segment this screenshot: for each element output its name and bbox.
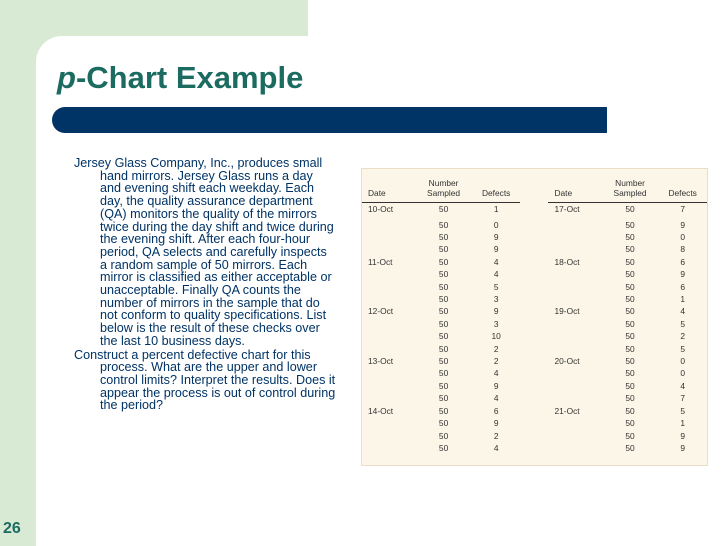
cell-gap xyxy=(520,380,548,392)
cell-defects-left: 1 xyxy=(493,204,499,215)
cell-defects-left: 10 xyxy=(491,331,501,342)
cell-defects-right: 7 xyxy=(680,393,685,404)
header-sampled-right xyxy=(602,169,659,203)
cell-date-right: 21-Oct xyxy=(554,405,580,416)
header-defects-left: Defects xyxy=(472,169,521,203)
left-accent-band xyxy=(0,0,36,546)
cell-defects-right: 9 xyxy=(680,269,685,280)
cell-sampled-left: 50 xyxy=(438,318,449,329)
cell-sampled-right: 50 xyxy=(625,294,635,305)
cell-date-left: 13-Oct xyxy=(368,356,394,367)
cell-sampled-left: 50 xyxy=(438,343,449,354)
cell-gap xyxy=(520,305,548,317)
cell-sampled-right: 50 xyxy=(625,405,635,416)
cell-date-left xyxy=(362,392,415,404)
cell-defects-left: 9 xyxy=(493,380,499,391)
cell-date-left: 12-Oct xyxy=(368,306,394,317)
cell-defects-left: 0 xyxy=(493,219,499,230)
cell-gap xyxy=(520,293,548,305)
mirror-defects-table xyxy=(362,169,707,454)
cell-defects-right: 5 xyxy=(680,405,685,416)
cell-defects-right: 6 xyxy=(680,281,685,292)
cell-date-left xyxy=(362,281,415,293)
cell-date-right xyxy=(548,392,601,404)
cell-date-right xyxy=(548,281,601,293)
cell-gap xyxy=(520,417,548,429)
header-sampled-left xyxy=(415,169,472,203)
table-row xyxy=(362,256,707,268)
cell-sampled-right: 50 xyxy=(625,306,635,317)
cell-sampled-right: 50 xyxy=(625,232,635,242)
cell-defects-left: 2 xyxy=(493,343,499,354)
cell-date-left xyxy=(362,380,415,392)
cell-date-right xyxy=(548,330,601,342)
cell-date-left xyxy=(362,268,415,280)
table-row xyxy=(362,293,707,305)
table-row xyxy=(362,216,707,231)
cell-sampled-left: 50 xyxy=(438,380,449,391)
table-header-row xyxy=(362,169,707,203)
cell-sampled-right: 50 xyxy=(625,393,635,404)
cell-sampled-right: 50 xyxy=(625,219,635,230)
cell-sampled-left: 50 xyxy=(438,256,449,267)
cell-sampled-right: 50 xyxy=(625,356,635,367)
table-row xyxy=(362,305,707,317)
cell-date-left xyxy=(362,231,415,243)
cell-date-left xyxy=(362,442,415,454)
slide-number: 26 xyxy=(3,520,21,537)
cell-gap xyxy=(520,231,548,243)
cell-sampled-left: 50 xyxy=(438,281,449,292)
cell-defects-right: 1 xyxy=(680,418,685,429)
cell-date-right xyxy=(548,343,601,355)
cell-sampled-left: 50 xyxy=(438,442,449,453)
cell-date-left: 11-Oct xyxy=(368,256,393,267)
cell-date-right: 18-Oct xyxy=(554,256,580,267)
cell-gap xyxy=(520,318,548,330)
cell-date-right xyxy=(548,243,601,255)
cell-defects-left: 9 xyxy=(493,244,499,255)
cell-defects-left: 2 xyxy=(493,356,499,367)
cell-date-left: 14-Oct xyxy=(368,405,394,416)
cell-defects-right: 9 xyxy=(680,430,685,441)
cell-sampled-left: 50 xyxy=(438,219,449,230)
cell-sampled-left: 50 xyxy=(438,269,449,280)
cell-sampled-right: 50 xyxy=(625,244,635,255)
cell-date-right xyxy=(548,231,601,243)
cell-defects-right: 4 xyxy=(680,306,685,317)
cell-sampled-left: 50 xyxy=(438,232,449,242)
cell-defects-left: 5 xyxy=(493,281,499,292)
cell-defects-left: 6 xyxy=(493,405,499,416)
cell-sampled-left: 50 xyxy=(438,418,449,429)
cell-defects-left: 9 xyxy=(493,418,499,429)
table-row xyxy=(362,231,707,243)
cell-defects-right: 9 xyxy=(680,442,685,453)
bullet-question: Construct a percent defective chart for this process. What are the upper and lower control limits? Interpret the results. Does it appear the process is out of control during the period? xyxy=(74,347,336,413)
cell-defects-right: 7 xyxy=(680,204,685,215)
cell-defects-left: 4 xyxy=(493,256,499,267)
cell-defects-right: 0 xyxy=(680,368,685,379)
cell-sampled-left: 50 xyxy=(438,204,449,215)
cell-sampled-left: 50 xyxy=(438,393,449,404)
cell-date-right xyxy=(548,318,601,330)
title-underline-bar xyxy=(52,107,607,133)
cell-sampled-left: 50 xyxy=(438,294,449,305)
cell-sampled-left: 50 xyxy=(438,306,449,317)
cell-sampled-left: 50 xyxy=(438,405,449,416)
table-row xyxy=(362,442,707,454)
cell-date-left xyxy=(362,216,415,231)
bullet-list xyxy=(74,157,336,412)
cell-gap xyxy=(520,442,548,454)
cell-gap xyxy=(520,405,548,417)
cell-gap xyxy=(520,281,548,293)
cell-defects-left: 9 xyxy=(493,306,499,317)
cell-date-right xyxy=(548,417,601,429)
cell-date-right xyxy=(548,268,601,280)
table-row xyxy=(362,203,707,216)
cell-gap xyxy=(520,367,548,379)
cell-sampled-right: 50 xyxy=(625,318,635,329)
header-sampled-line1: Number xyxy=(615,178,645,188)
cell-date-right xyxy=(548,430,601,442)
cell-date-right xyxy=(548,367,601,379)
cell-gap xyxy=(520,430,548,442)
cell-date-right xyxy=(548,442,601,454)
cell-defects-right: 8 xyxy=(680,244,685,255)
cell-date-left xyxy=(362,417,415,429)
cell-gap xyxy=(520,243,548,255)
cell-defects-left: 3 xyxy=(493,294,499,305)
cell-date-left xyxy=(362,318,415,330)
cell-defects-right: 5 xyxy=(680,318,685,329)
cell-defects-right: 0 xyxy=(680,356,685,367)
cell-defects-right: 1 xyxy=(680,294,685,305)
cell-gap xyxy=(520,343,548,355)
cell-date-left xyxy=(362,430,415,442)
cell-sampled-left: 50 xyxy=(438,430,449,441)
table-row xyxy=(362,367,707,379)
cell-date-left xyxy=(362,330,415,342)
cell-sampled-right: 50 xyxy=(625,380,635,391)
cell-date-right xyxy=(548,293,601,305)
header-sampled-line2: Sampled xyxy=(613,187,647,198)
cell-defects-right: 0 xyxy=(680,232,685,242)
cell-defects-left: 3 xyxy=(493,318,499,329)
table-row xyxy=(362,392,707,404)
table-row xyxy=(362,417,707,429)
cell-defects-right: 9 xyxy=(680,219,685,230)
cell-defects-left: 9 xyxy=(493,232,499,242)
title-text: -Chart Example xyxy=(75,60,304,95)
cell-sampled-right: 50 xyxy=(625,256,635,267)
cell-date-right: 17-Oct xyxy=(554,204,580,215)
table-row xyxy=(362,330,707,342)
cell-sampled-right: 50 xyxy=(625,204,635,215)
table-row xyxy=(362,243,707,255)
cell-date-right: 19-Oct xyxy=(554,306,580,317)
cell-sampled-left: 50 xyxy=(438,244,449,255)
table-row xyxy=(362,430,707,442)
cell-defects-left: 4 xyxy=(493,442,499,453)
cell-gap xyxy=(520,256,548,268)
cell-date-left xyxy=(362,243,415,255)
cell-defects-left: 4 xyxy=(493,269,499,280)
title-italic-p: p xyxy=(57,60,76,95)
cell-defects-right: 2 xyxy=(680,331,685,342)
cell-sampled-right: 50 xyxy=(625,281,635,292)
cell-sampled-right: 50 xyxy=(625,331,635,342)
cell-gap xyxy=(520,392,548,404)
cell-defects-right: 6 xyxy=(680,256,685,267)
table-row xyxy=(362,343,707,355)
cell-gap xyxy=(520,330,548,342)
cell-defects-left: 2 xyxy=(493,430,499,441)
table-row xyxy=(362,355,707,367)
cell-sampled-right: 50 xyxy=(625,430,635,441)
cell-defects-right: 4 xyxy=(680,380,685,391)
table-row xyxy=(362,268,707,280)
cell-sampled-left: 50 xyxy=(438,331,449,342)
cell-date-left xyxy=(362,343,415,355)
cell-sampled-right: 50 xyxy=(625,269,635,280)
cell-gap xyxy=(520,216,548,231)
cell-defects-left: 4 xyxy=(493,368,499,379)
cell-sampled-right: 50 xyxy=(625,442,635,453)
cell-date-left: 10-Oct xyxy=(368,204,394,215)
cell-gap xyxy=(520,355,548,367)
table-body xyxy=(362,203,707,455)
cell-date-right: 20-Oct xyxy=(554,356,580,367)
cell-date-right xyxy=(548,216,601,231)
cell-defects-left: 4 xyxy=(493,393,499,404)
header-sampled-line1: Number xyxy=(428,178,459,188)
cell-defects-right: 5 xyxy=(680,343,685,354)
cell-gap xyxy=(520,203,548,216)
data-table-card xyxy=(361,168,708,466)
cell-sampled-left: 50 xyxy=(438,356,449,367)
table-row xyxy=(362,380,707,392)
table-row xyxy=(362,405,707,417)
header-date-left: Date xyxy=(362,169,415,203)
cell-date-right xyxy=(548,380,601,392)
header-defects-right: Defects xyxy=(658,169,707,203)
cell-date-left xyxy=(362,293,415,305)
header-date-right: Date xyxy=(548,169,601,203)
table-row xyxy=(362,318,707,330)
cell-sampled-right: 50 xyxy=(625,368,635,379)
bullet-problem-description: Jersey Glass Company, Inc., produces small hand mirrors. Jersey Glass runs a day and evening shift each weekday. Each day, the quality assurance department (QA) monitors the quality of the mirrors twice during the day shift and twice during the evening shift. After each four-hour period, QA selects and carefully inspects a random sample of 50 mirrors. Each mirror is classified as either acceptable or unacceptable. Finally QA counts the number of mirrors in the sample that do not conform to quality specifications. List below is the result of these checks over the last 10 business days. xyxy=(74,156,334,348)
cell-sampled-left: 50 xyxy=(438,368,449,379)
cell-sampled-right: 50 xyxy=(625,343,635,354)
table-gap xyxy=(520,169,548,203)
slide-title xyxy=(57,60,303,96)
cell-gap xyxy=(520,268,548,280)
cell-sampled-right: 50 xyxy=(625,418,635,429)
table-row xyxy=(362,281,707,293)
header-sampled-line2: Sampled xyxy=(427,187,461,198)
cell-date-left xyxy=(362,367,415,379)
